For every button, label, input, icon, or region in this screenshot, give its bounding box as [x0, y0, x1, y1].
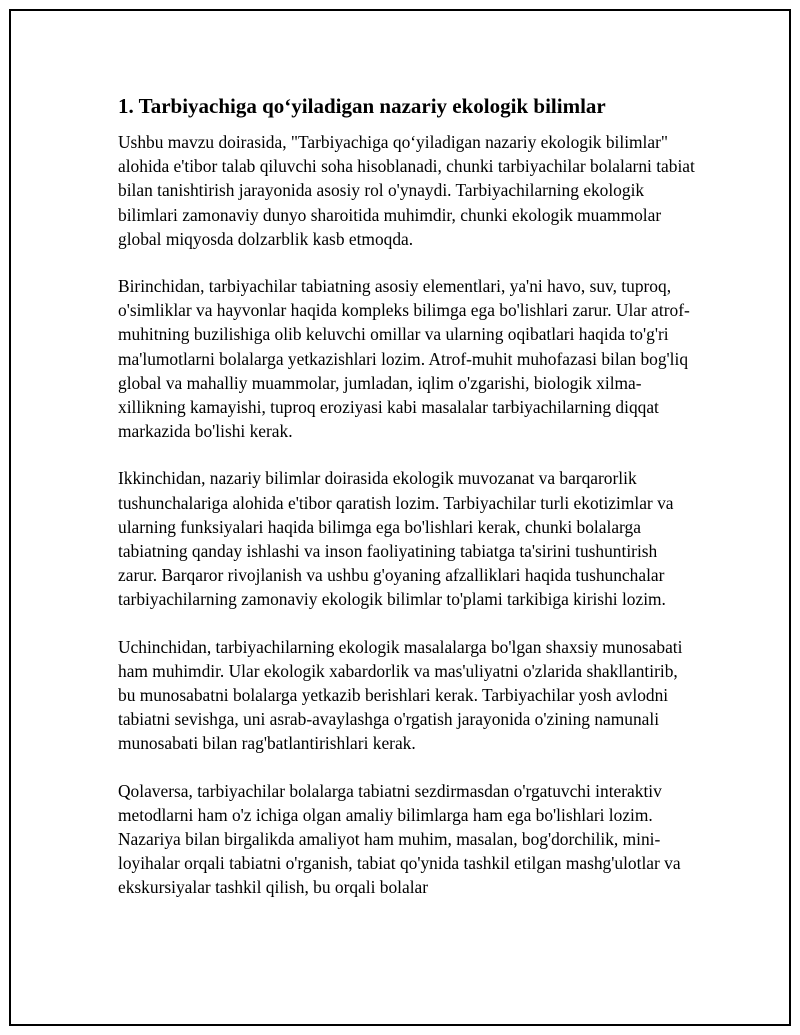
paragraph-intro: Ushbu mavzu doirasida, "Tarbiyachiga qo‘yiladigan nazariy ekologik bilimlar" alohida e'tibor talab qiluvchi soha hisoblanadi, chunki tarbiyachilar bolalarni tabiat bilan tanishtirish jarayonida asosiy rol o'ynaydi. Tarbiyachilarning ekologik bilimlari zamonaviy dunyo sharoitida muhimdir, chunki ekologik muammolar global miqyosda dolzarblik kasb etmoqda.: [118, 132, 695, 249]
paragraph-second: Ikkinchidan, nazariy bilimlar doirasida ekologik muvozanat va barqarorlik tushunchalariga alohida e'tibor qaratish lozim. Tarbiyachilar turli ekotizimlar va ularning funksiyalari haqida bilimga ega bo'lishlari kerak, chunki bolalarga tabiatning qanday ishlashi va inson faoliyatining tabiatga ta'sirini tushuntirish zarur. Barqaror rivojlanish va ushbu g'oyaning afzalliklari haqida tushunchalar tarbiyachilarning zamonaviy ekologik bilimlar to'plami tarkibiga kirishi lozim.: [118, 468, 674, 610]
document-body: [118, 92, 698, 923]
paragraph-third: Uchinchidan, tarbiyachilarning ekologik masalalarga bo'lgan shaxsiy munosabati ham muhimdir. Ular ekologik xabardorlik va mas'uliyatni o'zlarida shakllantirib, bu munosabatni bolalarga yetkazib berishlari kerak. Tarbiyachilar yosh avlodni tabiatni sevishga, uni asrab-avaylashga o'rgatish jarayonida o'zining namunali munosabati bilan rag'batlantirishlari kerak.: [118, 636, 683, 754]
paragraph-furthermore: Qolaversa, tarbiyachilar bolalarga tabiatni sezdirmasdan o'rgatuvchi interaktiv metodlarni ham o'z ichiga olgan amaliy bilimlarga ham ega bo'lishlari lozim. Nazariya bilan birgalikda amaliyot ham muhim, masalan, bog'dorchilik, mini-loyihalar orqali tabiatni o'rganish, tabiat qo'ynida tashkil etilgan mashg'ulotlar va ekskursiyalar tashkil qilish, bu orqali bolalar: [118, 780, 681, 898]
paragraph-first: Birinchidan, tarbiyachilar tabiatning asosiy elementlari, ya'ni havo, suv, tuproq, o'simliklar va hayvonlar haqida kompleks bilimga ega bo'lishlari zarur. Ular atrof-muhitning buzilishiga olib keluvchi omillar va ularning oqibatlari haqida to'g'ri ma'lumotlarni bolalarga yetkazishlari lozim. Atrof-muhit muhofazasi bilan bog'liq global va mahalliy muammolar, jumladan, iqlim o'zgarishi, biologik xilma-xillikning kamayishi, tuproq eroziyasi kabi masalalar tarbiyachilarning diqqat markazida bo'lishi kerak.: [118, 276, 690, 442]
section-heading: 1. Tarbiyachiga qo‘yiladigan nazariy ekologik bilimlar: [118, 94, 606, 118]
